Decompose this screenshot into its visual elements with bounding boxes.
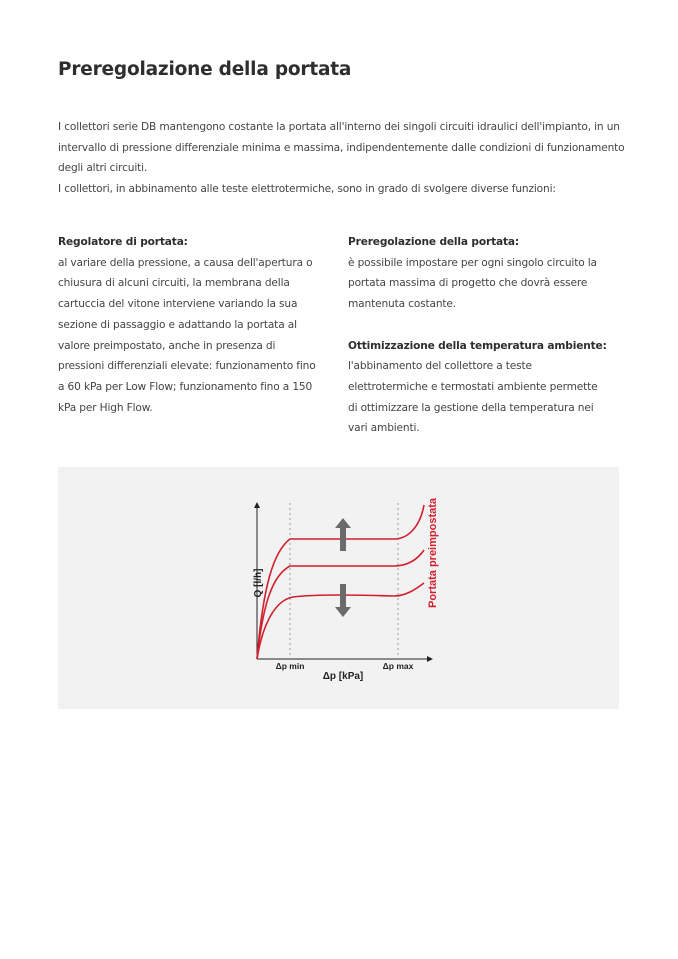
function-heading: Preregolazione della portata: — [348, 236, 519, 248]
curve-label: Portata preimpostata — [427, 497, 439, 609]
function-heading: Regolatore di portata: — [58, 236, 188, 248]
arrow-down-icon — [335, 584, 351, 617]
function-column-right — [348, 232, 610, 439]
arrow-up-icon — [335, 518, 351, 551]
function-text: al variare della pressione, a causa dell'apertura o chiusura di alcuni circuiti, la membrana della cartuccia del vitone interviene variando la sua sezione di passaggio e adattando la portata al valore preimpostato, anche in presenza di pressioni differenziali elevate: funzionamento fino a 60 kPa per Low Flow; funzionamento fino a 150 kPa per High Flow. — [58, 256, 316, 414]
function-text: è possibile impostare per ogni singolo circuito la portata massima di progetto che dovrà essere mantenuta costante. — [348, 256, 597, 311]
dp-max-label: Δp max — [382, 661, 414, 671]
function-text: l'abbinamento del collettore a teste elettrotermiche e termostati ambiente permette di ottimizzare la gestione della temperatura nei vari ambienti. — [348, 360, 598, 435]
y-axis-label: Q [l/h] — [253, 568, 264, 598]
flow-diagram — [58, 467, 619, 709]
intro-text — [58, 117, 628, 199]
function-regolatore — [58, 232, 320, 418]
x-axis-label: Δp [kPa] — [322, 671, 364, 682]
intro-paragraph: I collettori, in abbinamento alle teste elettrotermiche, sono in grado di svolgere diverse funzioni: — [58, 182, 556, 195]
page-title: Preregolazione della portata — [58, 59, 352, 80]
flow-diagram-svg — [58, 467, 619, 709]
function-heading: Ottimizzazione della temperatura ambiente: — [348, 339, 607, 352]
intro-paragraph: I collettori serie DB mantengono costante la portata all'interno dei singoli circuiti idraulici dell'impianto, in un intervallo di pressione differenziale minima e massima, indipendentemente dalle condizioni di funzionamento degli altri circuiti. — [58, 121, 625, 174]
dp-min-label: Δp min — [275, 661, 305, 671]
